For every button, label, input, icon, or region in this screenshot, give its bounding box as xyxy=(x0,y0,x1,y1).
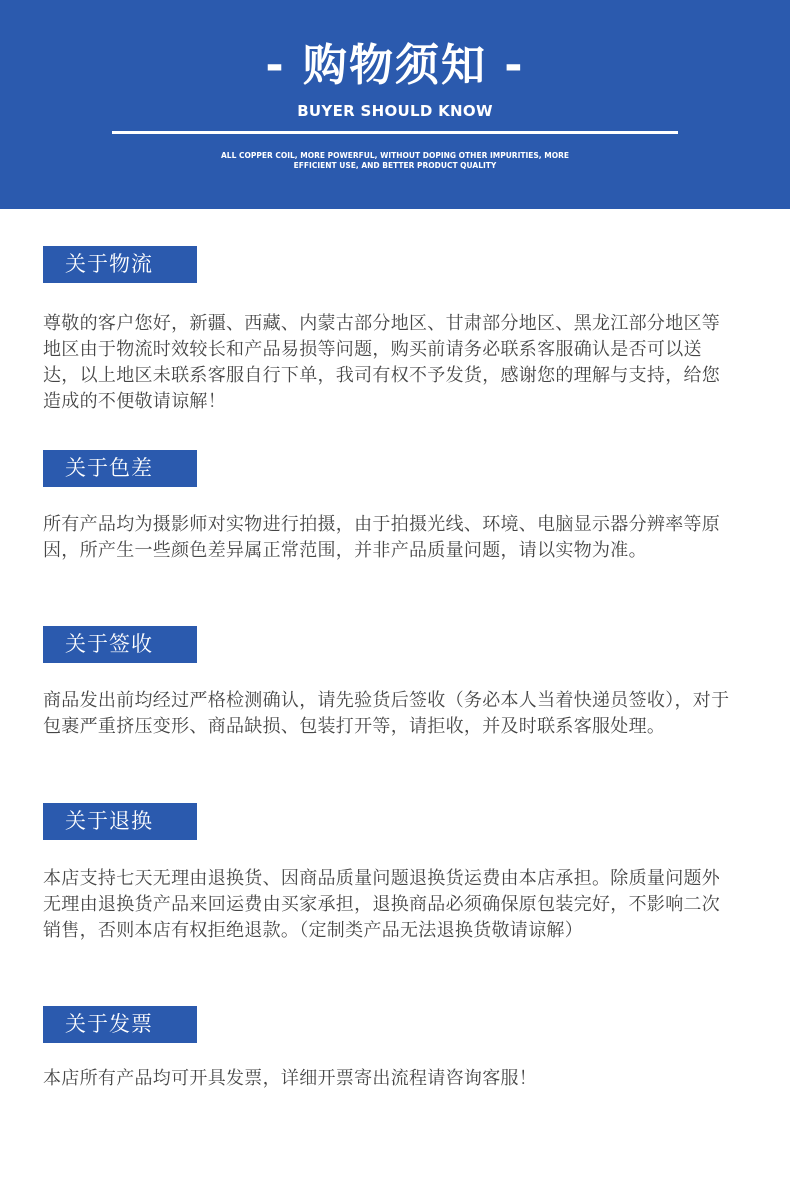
page-title: - 购物须知 - xyxy=(265,40,525,91)
section-heading-receipt: 关于签收 xyxy=(43,626,197,663)
header-banner xyxy=(0,0,790,209)
section-body-invoice: 本店所有产品均可开具发票，详细开票寄出流程请咨询客服！ xyxy=(43,1068,538,1089)
section-heading-color-difference: 关于色差 xyxy=(43,450,197,487)
header-divider xyxy=(112,131,678,134)
section-body-returns: 本店支持七天无理由退换货、因商品质量问题退换货运费由本店承担。除质量问题外无理由退换货产品来回运费由买家承担，退换商品必须确保原包装完好，不影响二次销售，否则本店有权拒绝退款。（定制类产品无法退换货敬请谅解） xyxy=(43,868,721,941)
section-heading-logistics: 关于物流 xyxy=(43,246,197,283)
section-heading-invoice: 关于发票 xyxy=(43,1006,197,1043)
section-body-logistics: 尊敬的客户您好，新疆、西藏、内蒙古部分地区、甘肃部分地区、黑龙江部分地区等地区由于物流时效较长和产品易损等问题，购买前请务必联系客服确认是否可以送达，以上地区未联系客服自行下单，我司有权不予发货，感谢您的理解与支持，给您造成的不便敬请谅解！ xyxy=(43,313,721,412)
section-body-receipt: 商品发出前均经过严格检测确认，请先验货后签收（务必本人当着快递员签收），对于包裹严重挤压变形、商品缺损、包装打开等，请拒收，并及时联系客服处理。 xyxy=(43,690,730,737)
header-tagline: ALL COPPER COIL, MORE POWERFUL, WITHOUT DOPING OTHER IMPURITIES, MORE EFFICIENT USE, AND BETTER PRODUCT QUALITY xyxy=(220,151,569,170)
section-heading-returns: 关于退换 xyxy=(43,803,197,840)
section-body-color-difference: 所有产品均为摄影师对实物进行拍摄，由于拍摄光线、环境、电脑显示器分辨率等原因，所产生一些颜色差异属正常范围，并非产品质量问题，请以实物为准。 xyxy=(43,514,721,561)
page-subtitle: BUYER SHOULD KNOW xyxy=(297,102,493,120)
